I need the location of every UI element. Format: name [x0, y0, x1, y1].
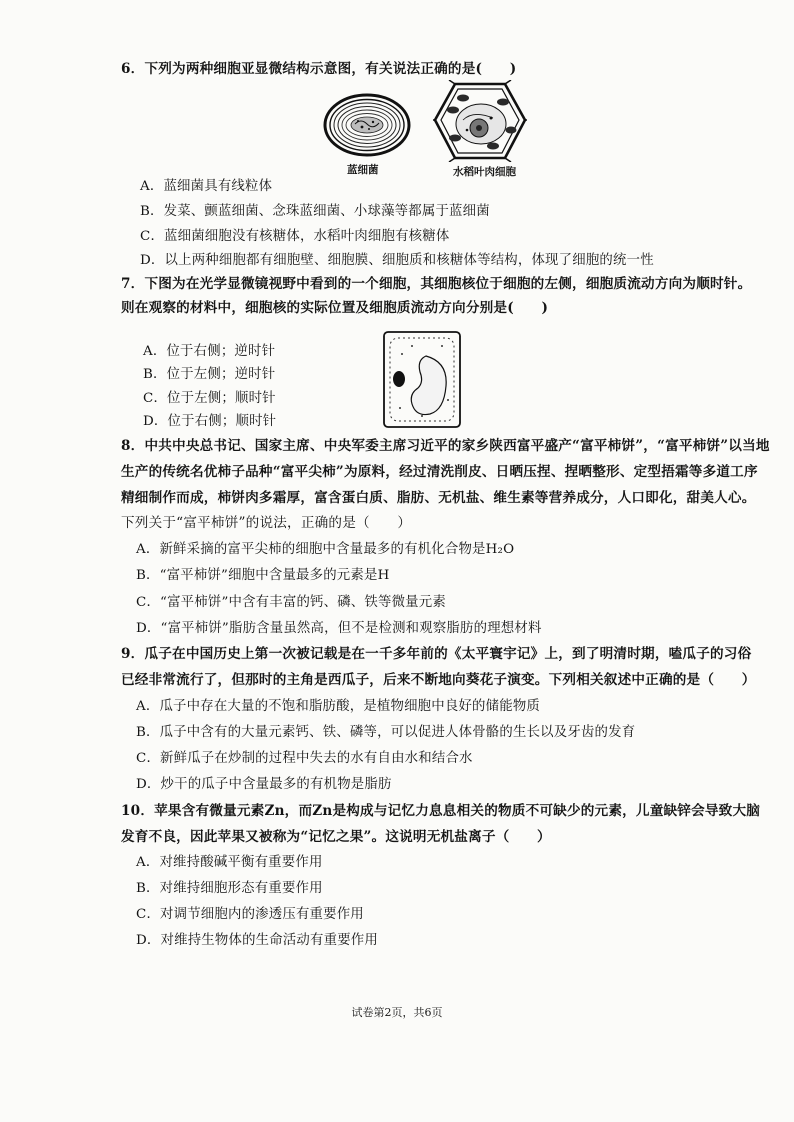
q10-option-b: B．对维持细胞形态有重要作用	[136, 881, 323, 896]
q10-stem-line-1: 10．苹果含有微量元素Zn，而Zn是构成与记忆力息息相关的物质不可缺少的元素，儿童缺锌会导致大脑	[121, 803, 761, 819]
q10-option-c: C．对调节细胞内的渗透压有重要作用	[136, 907, 364, 922]
cyanobacteria-caption: 蓝细菌	[347, 164, 379, 176]
q7-option-d: D．位于右侧；顺时针	[143, 414, 277, 429]
q6-option-d: D．以上两种细胞都有细胞壁、细胞膜、细胞质和核糖体等结构，体现了细胞的统一性	[140, 253, 654, 268]
q6-stem: 6．下列为两种细胞亚显微结构示意图，有关说法正确的是( )	[121, 61, 517, 77]
q7-stem-line-1: 7．下图为在光学显微镜视野中看到的一个细胞，其细胞核位于细胞的左侧，细胞质流动方向为顺时针。	[121, 276, 752, 292]
cyanobacteria-figure	[322, 92, 412, 158]
microscope-cell-figure	[382, 330, 462, 430]
q6-option-a: A．蓝细菌具有线粒体	[140, 179, 273, 194]
q9-stem-line-2: 已经非常流行了，但那时的主角是西瓜子，后来不断地向葵花子演变。下列相关叙述中正确的是（ ）	[121, 672, 756, 688]
q6-option-b: B．发菜、颤蓝细菌、念珠蓝细菌、小球藻等都属于蓝细菌	[140, 204, 490, 219]
q7-option-c: C．位于左侧；顺时针	[143, 391, 276, 406]
q7-option-b: B．位于左侧；逆时针	[143, 367, 276, 382]
q8-stem-line-1: 8．中共中央总书记、国家主席、中央军委主席习近平的家乡陕西富平盛产“富平柿饼”，“富平柿饼”以当地	[121, 438, 770, 454]
q6-option-c: C．蓝细菌细胞没有核糖体，水稻叶肉细胞有核糖体	[140, 229, 450, 244]
q8-option-c: C．“富平柿饼”中含有丰富的钙、磷、铁等微量元素	[136, 595, 446, 610]
q7-stem-line-2: 则在观察的材料中，细胞核的实际位置及细胞质流动方向分别是( )	[121, 300, 549, 316]
q10-option-d: D．对维持生物体的生命活动有重要作用	[136, 933, 378, 948]
q9-stem-line-1: 9．瓜子在中国历史上第一次被记载是在一千多年前的《太平寰宇记》上，到了明清时期，嗑瓜子的习俗	[121, 646, 752, 662]
q7-option-a: A．位于右侧；逆时针	[143, 344, 276, 359]
q9-option-b: B．瓜子中含有的大量元素钙、铁、磷等，可以促进人体骨骼的生长以及牙齿的发育	[136, 725, 636, 740]
q8-stem-line-2: 生产的传统名优柿子品种“富平尖柿”为原料，经过清洗削皮、日晒压捏、捏晒整形、定型捂霜等多道工序	[121, 464, 758, 480]
rice-leaf-cell-figure	[433, 80, 527, 162]
q8-option-b: B．“富平柿饼”细胞中含量最多的元素是H	[136, 568, 390, 583]
rice-leaf-cell-caption: 水稻叶肉细胞	[453, 166, 516, 178]
q9-option-c: C．新鲜瓜子在炒制的过程中失去的水有自由水和结合水	[136, 751, 473, 766]
q8-stem-line-3: 精细制作而成，柿饼肉多霜厚，富含蛋白质、脂肪、无机盐、维生素等营养成分，人口即化，甜美人心。	[121, 490, 756, 506]
q8-stem-line-4: 下列关于“富平柿饼”的说法，正确的是（ ）	[121, 515, 412, 531]
q9-option-d: D．炒干的瓜子中含量最多的有机物是脂肪	[136, 777, 392, 792]
q10-stem-line-2: 发育不良，因此苹果又被称为“记忆之果”。这说明无机盐离子（ ）	[121, 829, 551, 845]
q10-option-a: A．对维持酸碱平衡有重要作用	[136, 855, 323, 870]
q8-option-d: D．“富平柿饼”脂肪含量虽然高，但不是检测和观察脂肪的理想材料	[136, 621, 542, 636]
q9-option-a: A．瓜子中存在大量的不饱和脂肪酸，是植物细胞中良好的储能物质	[136, 699, 540, 714]
page-footer: 试卷第2页，共6页	[351, 1006, 443, 1019]
q8-option-a: A．新鲜采摘的富平尖柿的细胞中含量最多的有机化合物是H₂O	[136, 542, 515, 557]
